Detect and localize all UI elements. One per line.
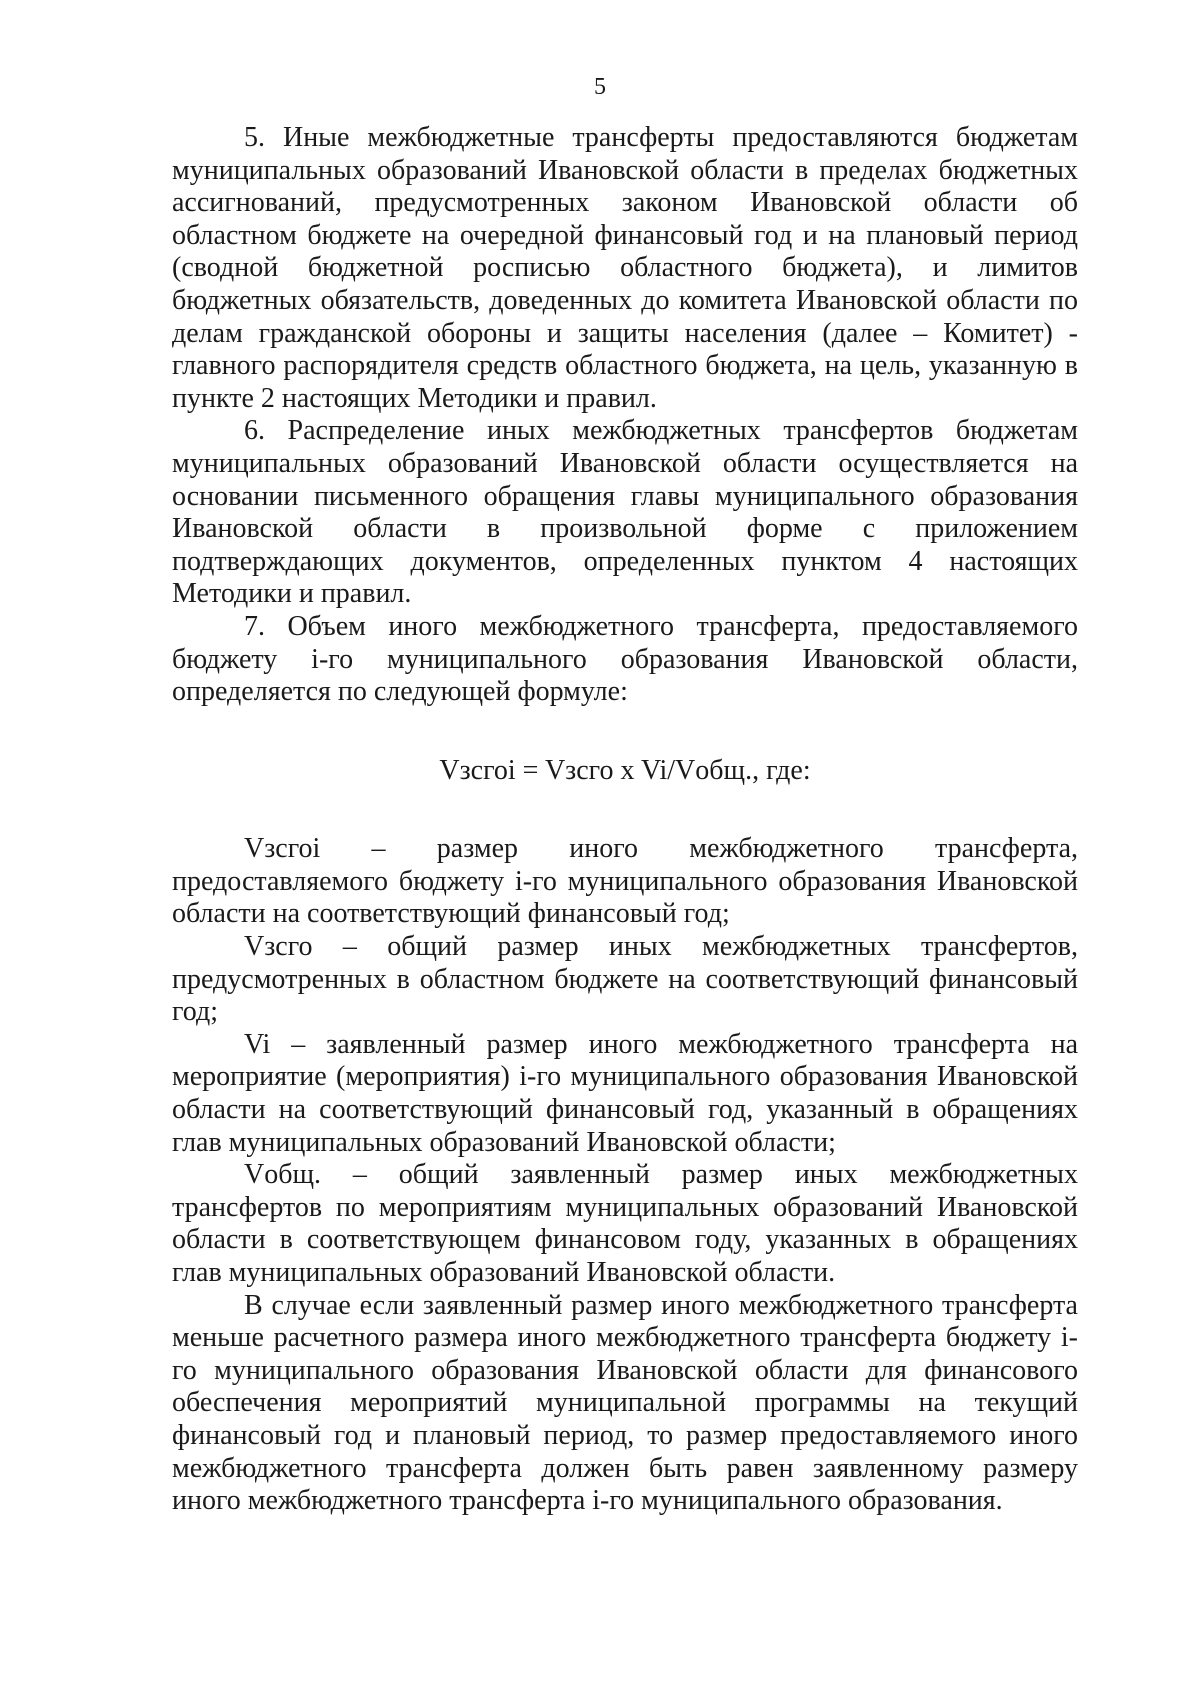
paragraph-6: 6. Распределение иных межбюджетных трансфертов бюджетам муниципальных образований Ивановской области осуществляется на основании письменного обращения главы муниципального образования Ивановской области в произвольной форме с приложением подтверждающих документов, определенных пунктом 4 настоящих Методики и правил. — [172, 415, 1078, 610]
document-body — [172, 122, 1078, 1518]
paragraph-7: 7. Объем иного межбюджетного трансферта, предоставляемого бюджету i-го муниципального образования Ивановской области, определяется по следующей формуле: — [172, 610, 1078, 708]
formula: Vзсгоi = Vзсго x Vi/Vобщ., где: — [439, 754, 811, 786]
definition-vzsgo: Vзсго – общий размер иных межбюджетных трансфертов, предусмотренных в областном бюджете на соответствующий финансовый год; — [172, 931, 1078, 1028]
paragraph-5: 5. Иные межбюджетные трансферты предоставляются бюджетам муниципальных образований Ивановской области в пределах бюджетных ассигнований, предусмотренных законом Ивановской области об областном бюджете на очередной финансовый год и на плановый период (сводной бюджетной росписью областного бюджета), и лимитов бюджетных обязательств, доведенных до комитета Ивановской области по делам гражданской обороны и защиты населения (далее – Комитет) - главного распорядителя средств областного бюджета, на цель, указанную в пункте 2 настоящих Методики и правил. — [172, 122, 1078, 414]
page-number: 5 — [594, 74, 606, 100]
paragraph-case: В случае если заявленный размер иного межбюджетного трансферта меньше расчетного размера иного межбюджетного трансферта бюджету i-го муниципального образования Ивановской области для финансового обеспечения мероприятий муниципальной программы на текущий финансовый год и плановый период, то размер предоставляемого иного межбюджетного трансферта должен быть равен заявленному размеру иного межбюджетного трансферта i-го муниципального образования. — [172, 1289, 1078, 1517]
definition-vi: Vi – заявленный размер иного межбюджетного трансферта на мероприятие (мероприятия) i-го муниципального образования Ивановской области на соответствующий финансовый год, указанный в обращениях глав муниципальных образований Ивановской области; — [172, 1028, 1078, 1158]
definition-vobsch: Vобщ. – общий заявленный размер иных межбюджетных трансфертов по мероприятиям муниципальных образований Ивановской области в соответствующем финансовом году, указанных в обращениях глав муниципальных образований Ивановской области. — [172, 1159, 1078, 1288]
definition-vzsgoi: Vзсгоi – размер иного межбюджетного трансферта, предоставляемого бюджету i-го муниципального образования Ивановской области на соответствующий финансовый год; — [172, 833, 1078, 930]
